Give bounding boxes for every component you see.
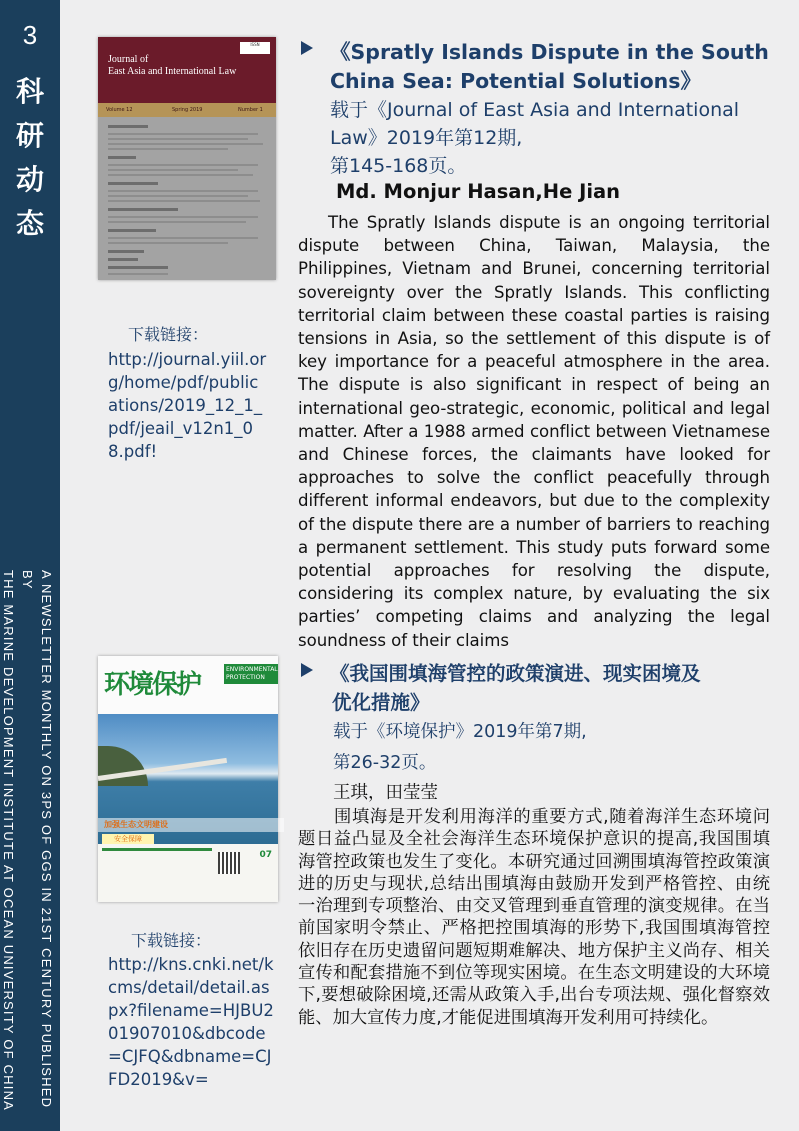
cover-issue: 07 (259, 850, 272, 860)
section-title-char: 动 (15, 163, 44, 196)
toc-line (108, 148, 228, 150)
article-authors: Md. Monjur Hasan,He Jian (336, 180, 621, 203)
cover-season: Spring 2019 (172, 107, 203, 113)
magazine-cover-image (98, 656, 278, 902)
cover-number: Number 1 (238, 107, 263, 113)
toc-heading (108, 229, 156, 232)
publication-info: 载于《环境保护》2019年第7期, 第26-32页。 (333, 722, 587, 773)
toc-line (108, 143, 263, 145)
toc-heading (108, 266, 168, 269)
article-abstract: The Spratly Islands dispute is an ongoing territorial dispute between China, Taiwan, Malaysia, the Philippines, Vietnam and Brunei, concerning territorial sovereignty over the Spratly Islands. This conflicting territorial claim between these coastal parties is raising tensions in Asia, so the settlement of this dispute is of key importance for a peaceful atmosphere in the area. The dispute is also significant in respect of being an international geo-strategic, economic, political and legal matter. After a 1988 armed conflict between Vietnamese and Chinese forces, the claimants have looked for approaches to solve the conflict peacefully through different informal endeavors, but due to the complexity of the dispute there are a number of barriers to reaching a permanent settlement. This study puts forward some potential approaches for resolving the dispute, considering its complex nature, by evaluating the six parties’ competing claims and analyzing the legal soundness of their claims (298, 213, 770, 650)
cover-magazine-en: ENVIRONMENTAL PROTECTION (224, 664, 278, 684)
toc-line (108, 195, 248, 197)
article-title: 《Spratly Islands Dispute in the South China Sea: Potential Solutions》 (330, 40, 769, 93)
toc-line (108, 273, 168, 275)
toc-heading (108, 208, 178, 211)
sidebar (0, 0, 60, 1131)
article-title: 《我国围填海管控的政策演进、现实困境及 优化措施》 (330, 662, 701, 714)
tagline-line-1: A NEWSLETTER MONTHLY ON 3PS OF GGS IN 21ST CENTURY PUBLISHED BY (20, 570, 54, 1109)
toc-heading (108, 250, 144, 253)
newsletter-tagline (1, 570, 56, 1120)
cover-volume-strip (98, 103, 276, 117)
toc-heading (108, 156, 136, 159)
toc-line (108, 200, 260, 202)
toc-line (108, 174, 253, 176)
bullet-arrow-icon (301, 663, 313, 677)
toc-line (108, 237, 258, 239)
tagline-line-2: THE MARINE DEVELOPMENT INSTITUTE AT OCEAN UNIVERSITY OF CHINA (1, 570, 16, 1112)
download-label: 下载链接： (131, 931, 212, 950)
toc-heading (108, 182, 158, 185)
toc-line (108, 169, 238, 171)
section-title-char: 态 (15, 207, 44, 240)
article-authors: 王琪，田莹莹 (333, 783, 438, 803)
toc-line (108, 216, 258, 218)
toc-line (108, 190, 258, 192)
download-link[interactable]: http://journal.yiil.org/home/pdf/publications/2019_12_1_pdf/jeail_v12n1_08.pdf! (108, 350, 267, 461)
journal-cover-image (98, 37, 276, 280)
toc-heading (108, 125, 148, 128)
cover-banner-sub: 安全保障 (102, 834, 154, 844)
cover-volume: Volume 12 (106, 107, 133, 113)
publication-info: 载于《Journal of East Asia and International Law》2019年第12期, 第145-168页。 (330, 99, 740, 177)
toc-line (108, 138, 248, 140)
cover-magazine-title: 环境保护 (104, 670, 201, 700)
toc-line (108, 133, 258, 135)
download-label: 下载链接： (128, 325, 209, 344)
bullet-arrow-icon (301, 41, 313, 55)
toc-line (108, 242, 228, 244)
page-number: 3 (22, 20, 38, 50)
section-title-char: 科 (15, 75, 44, 108)
cover-banner: 加强生态文明建设 (98, 818, 284, 832)
toc-line (108, 164, 258, 166)
section-title (0, 70, 60, 246)
toc-heading (108, 258, 138, 261)
download-link[interactable]: http://kns.cnki.net/kcms/detail/detail.aspx?filename=HJBU201907010&dbcode=CJFQ&dbname=CJFD2019&v= (108, 955, 274, 1089)
qr-code-icon (218, 852, 240, 874)
toc-line (108, 221, 246, 223)
section-title-char: 研 (15, 119, 44, 152)
cover-journal-title: Journal of East Asia and International Law (108, 54, 237, 77)
issn-label: ISSN (240, 42, 270, 54)
article-abstract: 围填海是开发利用海洋的重要方式,随着海洋生态环境问题日益凸显及全社会海洋生态环境保护意识的提高,我国围填海管控政策也发生了变化。本研究通过回溯围填海管控政策演进的历史与现状,总结出围填海由鼓励开发到严格管控、由统一治理到专项整治、由交叉管理到垂直管理的演变规律。在当前国家明令禁止、严格把控围填海的形势下,我国围填海管控依旧存在历史遗留问题短期难解决、地方保护主义尚存、相关宣传和配套措施不到位等现实困境。在生态文明建设的大环境下,要想破除困境,还需从政策入手,出台专项法规、强化督察效能、加大宣传力度,才能促进围填海开发利用可持续化。 (298, 807, 770, 1028)
